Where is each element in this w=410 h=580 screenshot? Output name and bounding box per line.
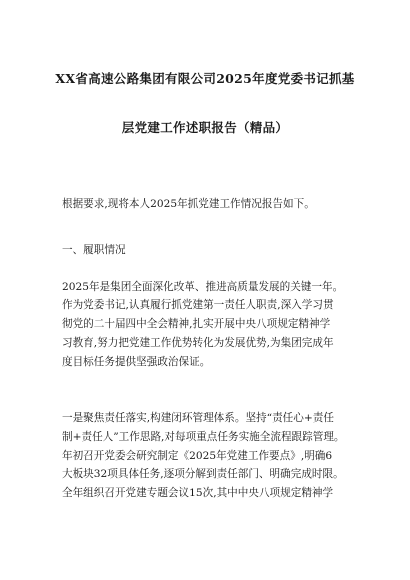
document-title-line-2: 层党建工作述职报告（精品） [121,120,289,135]
section-heading-duties: 一、履职情况 [62,244,126,256]
paragraph-line: 全年组织召开党建专题会议15次,其中中央八项规定精神学 [62,487,334,499]
intro-paragraph: 根据要求,现将本人2025年抓党建工作情况报告如下。 [62,198,315,210]
paragraph-line: 制+责任人”工作思路,对每项重点任务实施全流程跟踪管理。 [62,431,345,443]
paragraph-line: 作为党委书记,认真履行抓党建第一责任人职责,深入学习贯 [62,299,334,311]
paragraph-line: 年初召开党委会研究制定《2025年党建工作要点》,明确6 [62,450,333,462]
paragraph-line: 2025年是集团全面深化改革、推进高质量发展的关键一年。 [62,281,344,293]
paragraph-line: 习教育,努力把党建工作优势转化为发展优势,为集团完成年 [62,337,334,349]
paragraph-line: 度目标任务提供坚强政治保证。 [62,356,211,368]
paragraph-line: 大板块32项具体任务,逐项分解到责任部门、明确完成时限。 [62,468,344,480]
document-title-line-1: XX省高速公路集团有限公司2025年度党委书记抓基 [55,71,355,86]
paragraph-line: 彻党的二十届四中全会精神,扎实开展中央八项规定精神学 [62,318,331,330]
paragraph-line: 一是聚焦责任落实,构建闭环管理体系。坚持“责任心+责任 [62,412,334,424]
